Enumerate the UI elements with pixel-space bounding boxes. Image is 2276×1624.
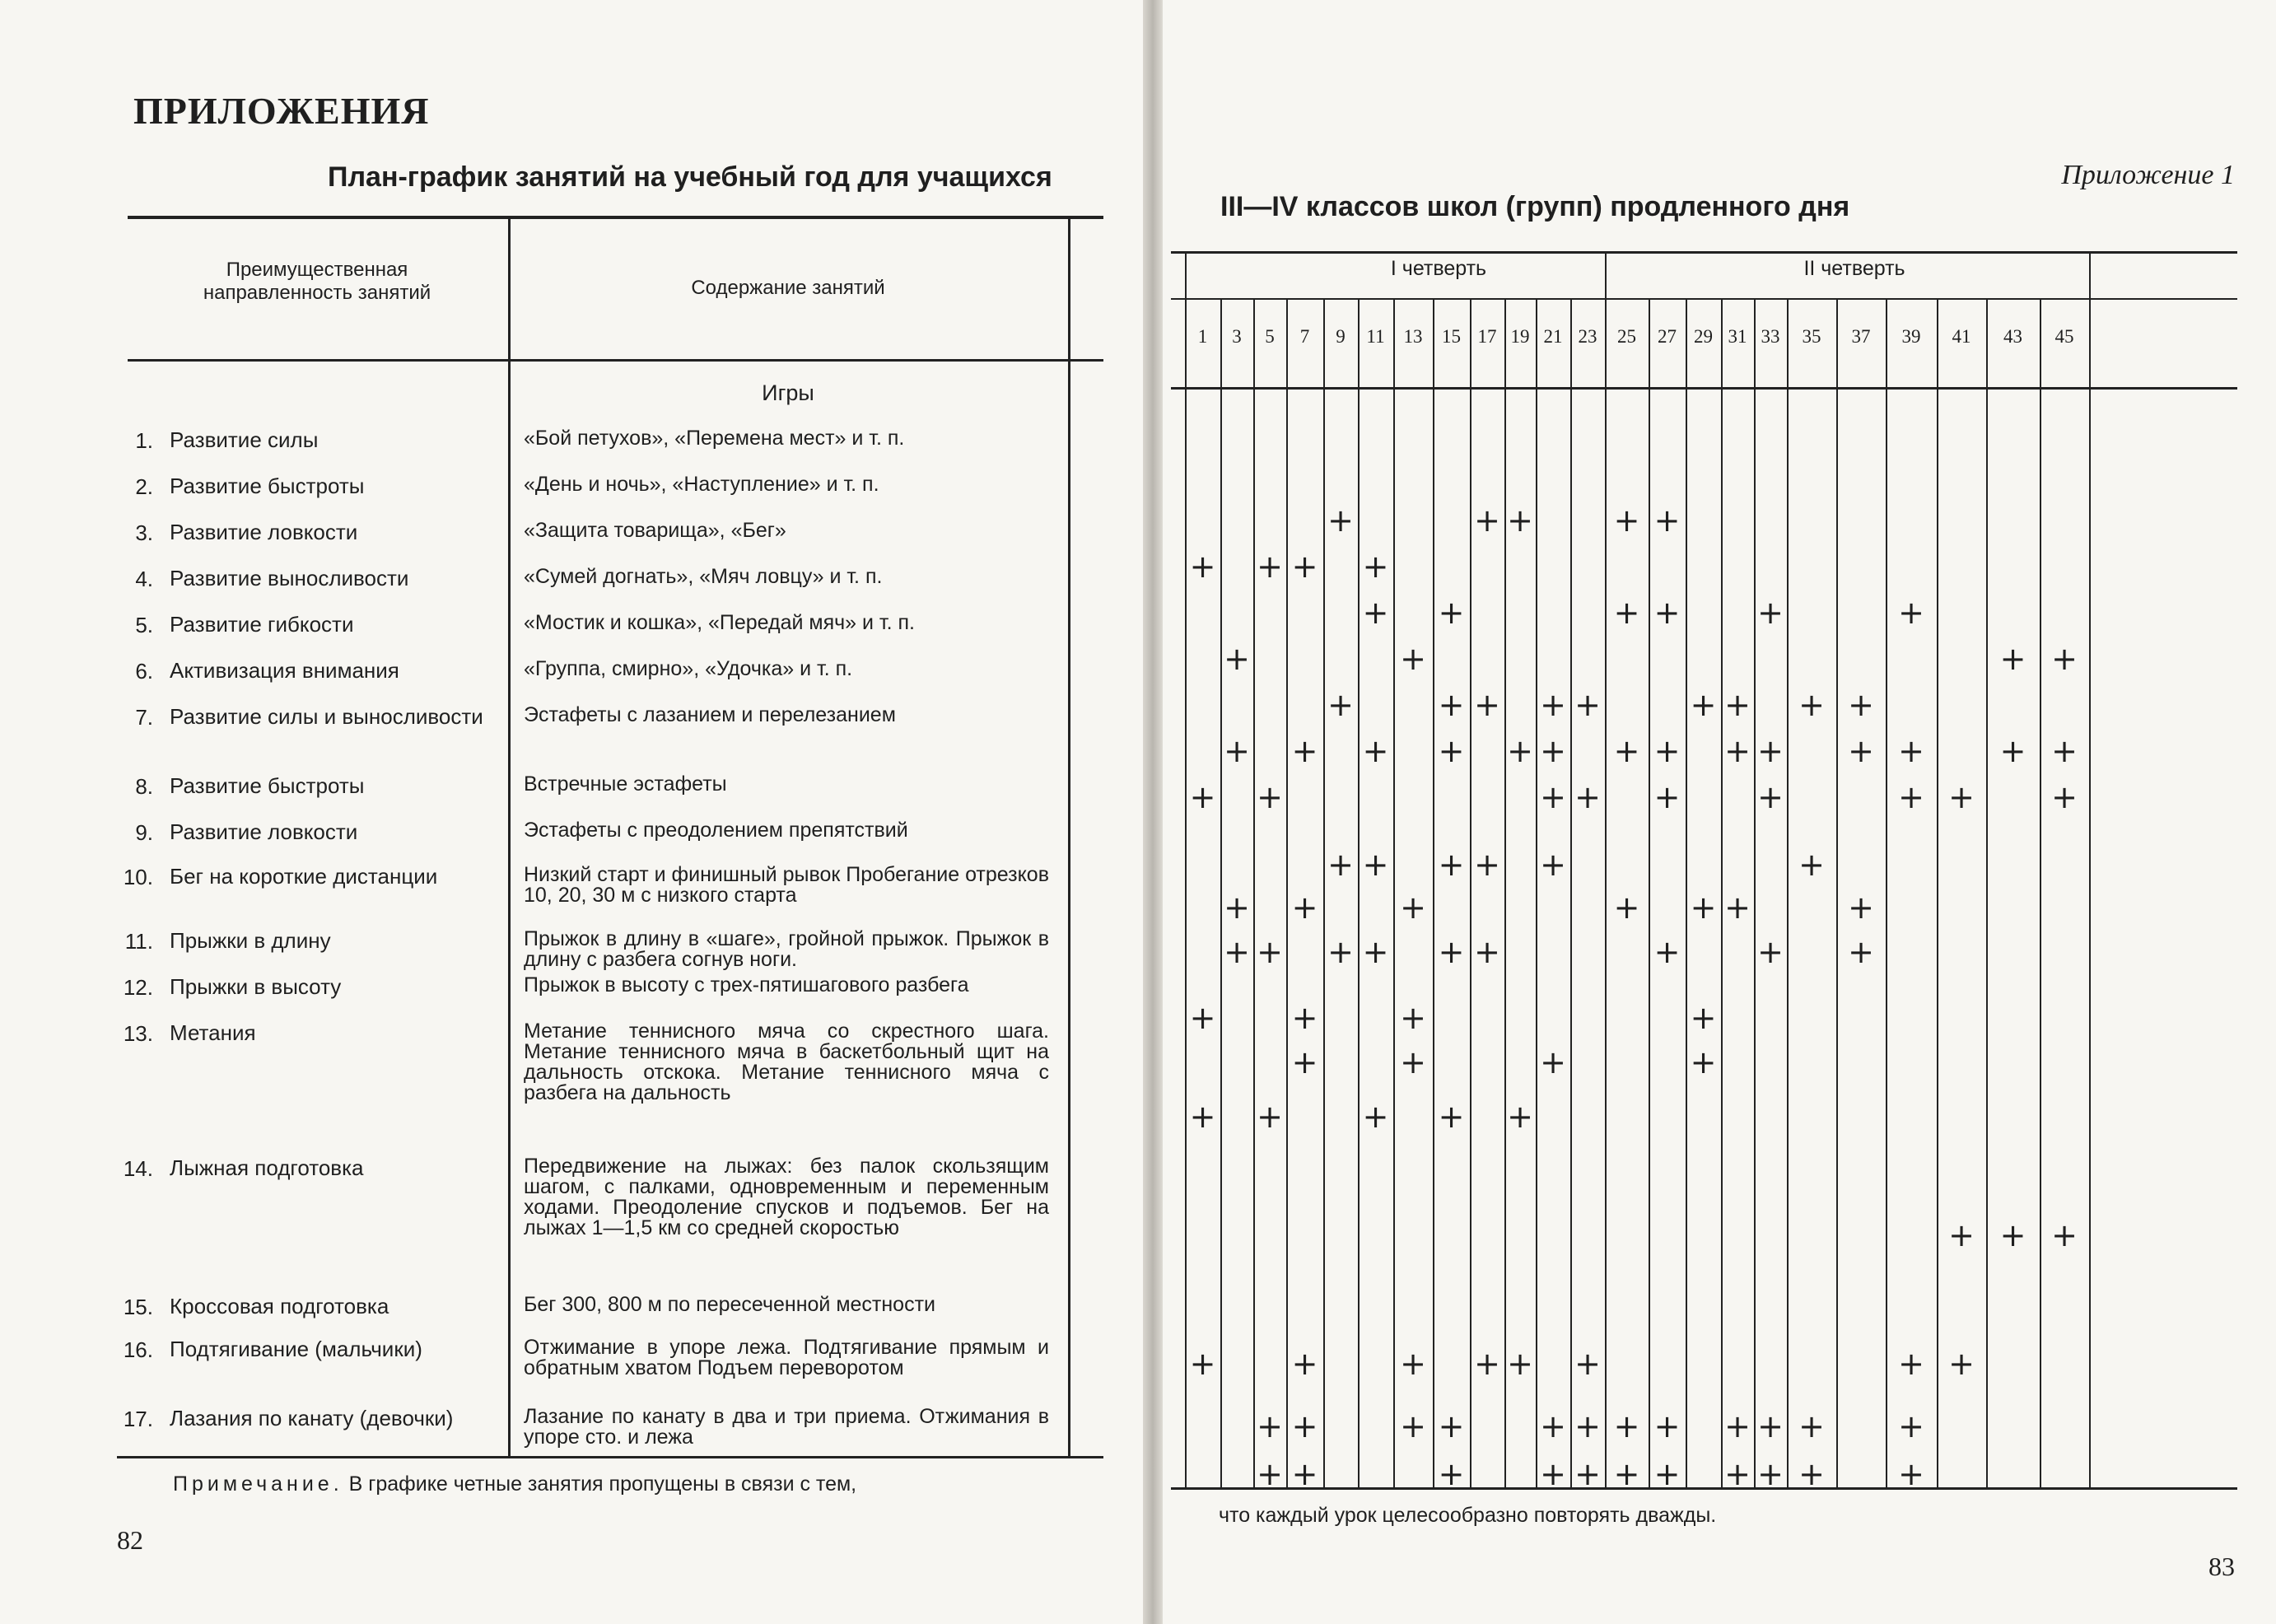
schedule-mark: + <box>1540 1408 1566 1444</box>
schedule-mark: + <box>1474 847 1500 883</box>
lesson-number: 11 <box>1366 326 1385 347</box>
row-direction: Подтягивание (мальчики) <box>170 1337 422 1361</box>
schedule-mark: + <box>1653 502 1681 539</box>
schedule-column-line <box>1470 298 1471 1487</box>
schedule-mark: + <box>1999 1217 2026 1253</box>
schedule-mark: + <box>1189 1346 1216 1382</box>
table-title-part2: III—IV классов школ (групп) продленного дня <box>1220 191 1850 222</box>
row-direction: Прыжки в высоту <box>170 974 342 999</box>
column-header-direction-line1: Преимущественная <box>226 259 408 281</box>
lesson-number: 29 <box>1694 326 1713 347</box>
row-number: 5. <box>135 613 153 637</box>
row-number: 3. <box>135 520 153 545</box>
row-number: 9. <box>135 820 153 845</box>
schedule-mark: + <box>1574 779 1601 815</box>
row-number: 10. <box>123 865 153 889</box>
row-direction: Кроссовая подготовка <box>170 1294 389 1318</box>
schedule-column-line <box>1605 251 1607 1487</box>
schedule-column-line <box>1787 298 1789 1487</box>
schedule-mark: + <box>1362 847 1389 883</box>
schedule-mark: + <box>1438 1099 1465 1135</box>
schedule-mark: + <box>1757 733 1784 769</box>
schedule-mark: + <box>1327 687 1354 723</box>
schedule-mark: + <box>1653 779 1681 815</box>
schedule-mark: + <box>1898 595 1924 631</box>
row-content: «Мостик и кошка», «Передай мяч» и т. п. <box>524 611 915 634</box>
row-number: 16. <box>123 1337 153 1362</box>
schedule-mark: + <box>1474 502 1500 539</box>
row-direction: Активизация внимания <box>170 658 399 683</box>
schedule-column-line <box>1433 298 1434 1487</box>
row-content: Эстафеты с преодолением препятствий <box>524 819 908 842</box>
schedule-mark: + <box>1507 733 1533 769</box>
games-subheading: Игры <box>762 380 814 405</box>
schedule-mark: + <box>1224 641 1250 677</box>
schedule-column-line <box>1253 298 1255 1487</box>
schedule-mark: + <box>1540 733 1566 769</box>
schedule-mark: + <box>2051 779 2078 815</box>
lesson-number: 45 <box>2054 326 2074 347</box>
schedule-mark: + <box>1291 1408 1318 1444</box>
schedule-mark: + <box>1327 502 1354 539</box>
schedule-mark: + <box>1291 1456 1318 1492</box>
row-direction: Развитие ловкости <box>170 520 358 544</box>
schedule-mark: + <box>1507 1346 1533 1382</box>
schedule-mark: + <box>1257 779 1283 815</box>
schedule-column-line <box>2089 251 2091 1487</box>
schedule-mark: + <box>1291 1346 1318 1382</box>
row-content: Бег 300, 800 м по пересеченной местности <box>524 1293 935 1316</box>
lesson-number: 15 <box>1442 326 1461 347</box>
schedule-mark: + <box>1540 779 1566 815</box>
lesson-number: 41 <box>1952 326 1971 347</box>
schedule-mark: + <box>1507 1099 1533 1135</box>
schedule-mark: + <box>1757 779 1784 815</box>
schedule-mark: + <box>1224 733 1250 769</box>
schedule-column-line <box>1570 298 1572 1487</box>
schedule-mark: + <box>1189 548 1216 585</box>
schedule-mark: + <box>1653 1408 1681 1444</box>
section-title: ПРИЛОЖЕНИЯ <box>133 90 430 132</box>
schedule-column-line <box>1754 298 1756 1487</box>
schedule-mark: + <box>1474 1346 1500 1382</box>
row-content: Прыжок в высоту с трех-пятишагового разбега <box>524 973 969 996</box>
lesson-number: 7 <box>1299 326 1310 347</box>
schedule-column-line <box>1886 298 1887 1487</box>
lesson-number: 17 <box>1477 326 1497 347</box>
schedule-mark: + <box>1189 779 1216 815</box>
lesson-number: 23 <box>1578 326 1597 347</box>
row-content: Метание теннисного мяча со скрестного шага. Метание теннисного мяча в баскетбольный щит на дальность отскока. Метание теннисного мяча с разбега на дальность <box>524 1020 1049 1104</box>
row-number: 6. <box>135 659 153 684</box>
schedule-mark: + <box>1438 1408 1465 1444</box>
quarter-2-label: II четверть <box>1803 257 1905 280</box>
schedule-column-line <box>1504 298 1506 1487</box>
page-number: 82 <box>117 1525 143 1555</box>
schedule-column-line <box>1649 298 1650 1487</box>
page-number: 83 <box>2208 1552 2235 1581</box>
row-direction: Лыжная подготовка <box>170 1155 364 1180</box>
schedule-mark: + <box>1798 847 1825 883</box>
lesson-number: 27 <box>1658 326 1677 347</box>
schedule-mark: + <box>1224 934 1250 970</box>
row-number: 4. <box>135 567 153 591</box>
schedule-mark: + <box>1362 1099 1389 1135</box>
schedule-column-line <box>1536 298 1537 1487</box>
lesson-number: 13 <box>1403 326 1423 347</box>
row-direction: Развитие быстроты <box>170 474 365 498</box>
schedule-mark: + <box>1224 889 1250 926</box>
schedule-mark: + <box>1189 1099 1216 1135</box>
schedule-column-line <box>1986 298 1988 1487</box>
schedule-header-rule <box>1171 387 2237 390</box>
table-top-rule <box>128 216 1103 219</box>
note <box>173 1472 856 1496</box>
schedule-mark: + <box>1898 1346 1924 1382</box>
schedule-mark: + <box>1540 1044 1566 1080</box>
lesson-number: 31 <box>1728 326 1747 347</box>
schedule-quarter-rule <box>1171 298 2237 300</box>
lesson-number: 33 <box>1761 326 1780 347</box>
schedule-mark: + <box>1848 934 1874 970</box>
schedule-mark: + <box>1724 687 1751 723</box>
schedule-mark: + <box>1948 1217 1975 1253</box>
row-direction: Развитие быстроты <box>170 773 365 798</box>
row-number: 7. <box>135 705 153 730</box>
row-content: Прыжок в длину в «шаге», гройной прыжок. Прыжок в длину с разбега согнув ноги. <box>524 927 1049 971</box>
schedule-mark: + <box>1757 595 1784 631</box>
schedule-mark: + <box>1613 1456 1640 1492</box>
schedule-mark: + <box>1653 733 1681 769</box>
row-direction: Развитие выносливости <box>170 566 409 590</box>
schedule-mark: + <box>1438 687 1465 723</box>
schedule-column-line <box>1937 298 1938 1487</box>
schedule-mark: + <box>1362 733 1389 769</box>
schedule-mark: + <box>1613 1408 1640 1444</box>
schedule-mark: + <box>1400 1346 1426 1382</box>
row-content: «Бой петухов», «Перемена мест» и т. п. <box>524 427 905 450</box>
lesson-number: 43 <box>2003 326 2022 347</box>
schedule-mark: + <box>1327 847 1354 883</box>
schedule-mark: + <box>1438 1456 1465 1492</box>
schedule-column-line <box>1323 298 1325 1487</box>
row-direction: Метания <box>170 1020 256 1045</box>
schedule-mark: + <box>1257 1099 1283 1135</box>
row-content: Низкий старт и финишный рывок Пробегание отрезков 10, 20, 30 м с низкого старта <box>524 863 1049 907</box>
row-number: 8. <box>135 774 153 799</box>
row-number: 12. <box>123 975 153 1000</box>
schedule-mark: + <box>1848 687 1874 723</box>
schedule-mark: + <box>1757 1456 1784 1492</box>
schedule-mark: + <box>1690 889 1717 926</box>
schedule-mark: + <box>1724 889 1751 926</box>
row-direction: Бег на короткие дистанции <box>170 864 438 889</box>
schedule-mark: + <box>1948 779 1975 815</box>
schedule-mark: + <box>1724 1408 1751 1444</box>
schedule-mark: + <box>1257 548 1283 585</box>
schedule-mark: + <box>1291 1044 1318 1080</box>
schedule-mark: + <box>1999 733 2026 769</box>
column-header-content: Содержание занятий <box>691 277 885 299</box>
schedule-mark: + <box>1362 548 1389 585</box>
schedule-column-line <box>1185 251 1187 1487</box>
schedule-mark: + <box>2051 733 2078 769</box>
lesson-number: 25 <box>1617 326 1636 347</box>
schedule-mark: + <box>1848 733 1874 769</box>
schedule-mark: + <box>1438 847 1465 883</box>
schedule-mark: + <box>1613 595 1640 631</box>
row-direction: Лазания по канату (девочки) <box>170 1406 454 1430</box>
schedule-mark: + <box>1540 847 1566 883</box>
row-direction: Развитие силы <box>170 427 319 452</box>
table-header-rule <box>128 359 1103 362</box>
schedule-mark: + <box>1574 1456 1601 1492</box>
row-number: 15. <box>123 1295 153 1319</box>
schedule-column-line <box>1721 298 1723 1487</box>
schedule-mark: + <box>1653 934 1681 970</box>
schedule-column-line <box>1393 298 1395 1487</box>
schedule-mark: + <box>1438 733 1465 769</box>
row-content: Эстафеты с лазанием и перелезанием <box>524 703 896 726</box>
table-bottom-rule <box>117 1456 1103 1458</box>
schedule-mark: + <box>1690 1044 1717 1080</box>
schedule-mark: + <box>1798 1408 1825 1444</box>
schedule-mark: + <box>1948 1346 1975 1382</box>
schedule-mark: + <box>1474 687 1500 723</box>
row-direction: Развитие гибкости <box>170 612 354 637</box>
appendix-label: Приложение 1 <box>2061 160 2235 190</box>
schedule-column-line <box>1220 298 1222 1487</box>
right-page <box>1163 0 2276 1624</box>
schedule-mark: + <box>1898 1456 1924 1492</box>
schedule-mark: + <box>1999 641 2026 677</box>
row-direction: Развитие силы и выносливости <box>170 704 483 729</box>
schedule-mark: + <box>1507 502 1533 539</box>
schedule-mark: + <box>2051 641 2078 677</box>
row-content: «Группа, смирно», «Удочка» и т. п. <box>524 657 853 680</box>
schedule-mark: + <box>1724 1456 1751 1492</box>
schedule-column-line <box>1836 298 1838 1487</box>
schedule-mark: + <box>1189 1000 1216 1036</box>
schedule-mark: + <box>1327 934 1354 970</box>
schedule-mark: + <box>1898 779 1924 815</box>
lesson-number: 21 <box>1543 326 1563 347</box>
row-content: Передвижение на лыжах: без палок скользящим шагом, с палками, одновременным и переменным ходами. Преодоление спусков и подъемов. Бег на лыжах 1—1,5 км со средней скоростью <box>524 1155 1049 1239</box>
schedule-mark: + <box>1362 595 1389 631</box>
schedule-mark: + <box>1798 687 1825 723</box>
schedule-mark: + <box>1291 1000 1318 1036</box>
table-title-part1: План-график занятий на учебный год для учащихся <box>328 161 1052 193</box>
schedule-bottom-rule <box>1171 1487 2237 1490</box>
row-direction: Прыжки в длину <box>170 928 331 953</box>
lesson-number: 9 <box>1336 326 1346 347</box>
schedule-mark: + <box>1757 1408 1784 1444</box>
schedule-mark: + <box>1400 1000 1426 1036</box>
row-content: «Защита товарища», «Бег» <box>524 519 786 542</box>
schedule-mark: + <box>1574 1408 1601 1444</box>
schedule-mark: + <box>1257 934 1283 970</box>
table-column-divider <box>508 216 511 1458</box>
schedule-top-rule <box>1171 251 2237 254</box>
book-spine <box>1143 0 1163 1624</box>
row-number: 14. <box>123 1156 153 1181</box>
schedule-mark: + <box>1724 733 1751 769</box>
schedule-mark: + <box>1257 1456 1283 1492</box>
schedule-mark: + <box>1798 1456 1825 1492</box>
schedule-mark: + <box>1690 1000 1717 1036</box>
schedule-mark: + <box>1540 687 1566 723</box>
quarter-1-label: I четверть <box>1390 257 1487 280</box>
note-continuation: что каждый урок целесообразно повторять дважды. <box>1219 1504 1717 1527</box>
row-number: 11. <box>124 929 153 954</box>
schedule-mark: + <box>1653 1456 1681 1492</box>
row-number: 17. <box>123 1407 153 1431</box>
row-content: Встречные эстафеты <box>524 772 727 796</box>
schedule-mark: + <box>1400 1408 1426 1444</box>
row-number: 2. <box>135 474 153 499</box>
schedule-mark: + <box>1400 1044 1426 1080</box>
row-number: 13. <box>123 1021 153 1046</box>
row-content: «Сумей догнать», «Мяч ловцу» и т. п. <box>524 565 883 588</box>
row-content: «День и ночь», «Наступление» и т. п. <box>524 473 879 496</box>
schedule-mark: + <box>1291 889 1318 926</box>
note-label: Примечание. <box>173 1472 343 1496</box>
column-header-direction <box>128 259 506 305</box>
table-right-border <box>1068 216 1070 1458</box>
schedule-mark: + <box>1613 889 1640 926</box>
schedule-mark: + <box>1291 548 1318 585</box>
schedule-mark: + <box>1613 502 1640 539</box>
schedule-mark: + <box>1257 1408 1283 1444</box>
lesson-number: 5 <box>1265 326 1275 347</box>
schedule-mark: + <box>1574 1346 1601 1382</box>
lesson-number: 39 <box>1901 326 1921 347</box>
schedule-mark: + <box>1400 641 1426 677</box>
row-content: Отжимание в упоре лежа. Подтягивание прямым и обратным хватом Подъем переворотом <box>524 1336 1049 1379</box>
lesson-number: 19 <box>1510 326 1530 347</box>
schedule-mark: + <box>1898 1408 1924 1444</box>
row-content: Лазание по канату в два и три приема. Отжимания в упоре сто. и лежа <box>524 1405 1049 1449</box>
lesson-number: 37 <box>1851 326 1871 347</box>
schedule-mark: + <box>1574 687 1601 723</box>
schedule-mark: + <box>1540 1456 1566 1492</box>
schedule-column-line <box>2040 298 2041 1487</box>
schedule-mark: + <box>1690 687 1717 723</box>
row-direction: Развитие ловкости <box>170 819 358 844</box>
schedule-mark: + <box>1848 889 1874 926</box>
schedule-mark: + <box>1291 733 1318 769</box>
schedule-mark: + <box>1613 733 1640 769</box>
schedule-mark: + <box>1653 595 1681 631</box>
schedule-column-line <box>1358 298 1360 1487</box>
schedule-column-line <box>1686 298 1687 1487</box>
schedule-mark: + <box>1757 934 1784 970</box>
row-number: 1. <box>135 428 153 453</box>
schedule-mark: + <box>1400 889 1426 926</box>
schedule-mark: + <box>1474 934 1500 970</box>
column-header-direction-line2: направленность занятий <box>203 282 431 304</box>
schedule-mark: + <box>2051 1217 2078 1253</box>
schedule-mark: + <box>1362 934 1389 970</box>
schedule-mark: + <box>1438 934 1465 970</box>
lesson-number: 1 <box>1197 326 1208 347</box>
schedule-column-line <box>1286 298 1288 1487</box>
lesson-number: 35 <box>1802 326 1821 347</box>
schedule-mark: + <box>1898 733 1924 769</box>
schedule-mark: + <box>1438 595 1465 631</box>
note-text: В графике четные занятия пропущены в связи с тем, <box>348 1472 857 1496</box>
lesson-number: 3 <box>1232 326 1242 347</box>
